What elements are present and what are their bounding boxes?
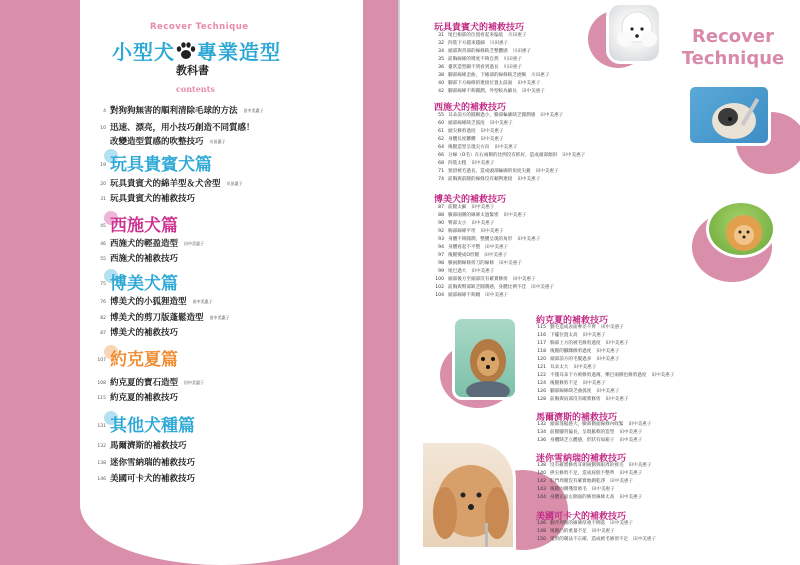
toc-entry-title: 博美犬的剪刀版蓬鬆造型: [110, 313, 204, 323]
group-heading-toy-poodle[interactable]: 玩具貴賓犬的補救技巧: [434, 23, 525, 33]
toc-author: 田中美惠子: [192, 299, 213, 304]
toc-author: 川田惠子: [226, 181, 243, 186]
list-item[interactable]: [532, 388, 619, 395]
item-text: 耳朵太大: [550, 365, 569, 370]
item-author: 田中美惠子: [562, 153, 586, 158]
pomeranian-photo: [706, 200, 776, 258]
item-text: 前腿太細: [448, 205, 467, 210]
toc-page-number: 115: [97, 396, 106, 401]
item-author: 田中美惠子: [517, 237, 541, 242]
item-author: 田中美惠子: [485, 245, 509, 250]
item-page: 94: [438, 245, 444, 250]
item-page: 122: [537, 373, 546, 378]
item-author: 田中美惠子: [591, 529, 615, 534]
toc-page-number: 4: [103, 109, 106, 114]
toc-entry-title: 美國可卡犬的補救技巧: [110, 474, 196, 484]
toc-entry[interactable]: [82, 456, 195, 468]
toc-section-title: 其他犬種篇: [110, 416, 195, 436]
item-page: 74: [438, 177, 444, 182]
item-page: 68: [438, 161, 444, 166]
toc-page-number: 131: [97, 424, 106, 429]
item-text: 拱尖修剪不足，造成屁股不整齊: [550, 471, 615, 476]
item-text: 頭尖修剪過度: [448, 129, 476, 134]
toc-entry-title: 改變造型質感的吹整技巧: [110, 137, 204, 147]
item-author: 田中美惠子: [535, 169, 559, 174]
list-item[interactable]: [532, 364, 596, 371]
item-text: 身體看起不平整: [448, 245, 481, 250]
item-author: 田中美惠子: [471, 269, 495, 274]
item-page: 88: [438, 213, 444, 218]
toc-entry[interactable]: [82, 121, 255, 133]
item-author: 田中美惠子: [512, 277, 536, 282]
item-text: 頭部線條不夠順: [448, 293, 481, 298]
item-page: 66: [438, 153, 444, 158]
list-item[interactable]: [430, 48, 531, 55]
list-item[interactable]: [430, 88, 545, 95]
item-author: 田中美惠子: [582, 333, 606, 338]
item-text: 前胸線條的彎度不夠自然: [448, 57, 499, 62]
toc-entry-title: 博美犬的補救技巧: [110, 328, 179, 338]
item-author: 田中美惠子: [619, 438, 643, 443]
item-text: 後腿修剪不足: [550, 381, 578, 386]
item-author: 田中美惠子: [498, 261, 522, 266]
item-text: 前胸與前腿的線條沒有順利連接: [448, 177, 513, 182]
item-author: 田中美惠子: [573, 365, 597, 370]
item-author: 田中美惠子: [651, 373, 675, 378]
item-author: 田中美惠子: [605, 341, 629, 346]
group-heading-cocker-spaniel[interactable]: 美國可卡犬的補救技巧: [536, 512, 627, 522]
toy-poodle-photo: [606, 2, 662, 64]
item-page: 90: [438, 221, 444, 226]
toc-page-number: 75: [100, 282, 106, 287]
item-text: 四肢太粗: [448, 161, 467, 166]
item-text: 尾巴過大: [448, 269, 467, 274]
toc-section-title: 西施犬篇: [110, 216, 178, 236]
item-text: 臉兩側線條剪刀的線條: [448, 261, 494, 266]
toc-page-number: 46: [100, 242, 106, 247]
recover-line2: Technique: [681, 48, 785, 69]
item-page: 55: [438, 113, 444, 118]
item-page: 128: [537, 397, 546, 402]
list-item[interactable]: [532, 478, 633, 485]
item-author: 田中美惠子: [521, 89, 545, 94]
list-item[interactable]: [430, 72, 550, 79]
list-item[interactable]: [430, 80, 540, 87]
list-item[interactable]: [532, 528, 615, 535]
toc-author: 田中美惠子: [184, 241, 205, 246]
toc-page-number: 20: [100, 182, 106, 187]
list-item[interactable]: [430, 268, 494, 275]
list-item[interactable]: [430, 40, 508, 47]
item-text: 腳部下方線條的連接位置太前面: [448, 81, 513, 86]
item-author: 田中美惠子: [480, 229, 504, 234]
list-item[interactable]: [532, 380, 606, 387]
list-item[interactable]: [532, 486, 615, 493]
toc-entry-title: 博美犬的小狐狸造型: [110, 297, 187, 307]
item-text: 電剪的剃法不正確，造成被毛修剪不足: [550, 537, 629, 542]
toc-section-pomeranian[interactable]: [82, 269, 178, 294]
toc-entry[interactable]: [82, 439, 187, 451]
item-author: 田中美惠子: [480, 137, 504, 142]
item-text: 腳背周圍的線條厚重不俐落: [550, 521, 606, 526]
list-item[interactable]: [430, 144, 517, 151]
item-page: 31: [438, 33, 444, 38]
list-item[interactable]: [430, 276, 536, 283]
item-author: 川田惠子: [512, 49, 532, 54]
item-page: 115: [537, 325, 546, 330]
item-author: 田中美惠子: [619, 430, 643, 435]
item-page: 97: [438, 253, 444, 258]
item-page: 92: [438, 229, 444, 234]
toc-entry-title: 約克夏的寶石造型: [110, 378, 179, 388]
item-author: 田中美惠子: [480, 129, 504, 134]
item-author: 田中美惠子: [605, 397, 629, 402]
item-text: 臉部兩側的線條太過緊密: [448, 213, 499, 218]
item-page: 34: [438, 49, 444, 54]
item-author: 田中美惠子: [517, 81, 541, 86]
list-item[interactable]: [430, 168, 559, 175]
item-page: 62: [438, 137, 444, 142]
recover-technique-label: Recover Technique: [150, 22, 249, 32]
item-author: 田中美惠子: [610, 479, 634, 484]
right-page: [400, 0, 800, 565]
list-item[interactable]: [430, 152, 585, 159]
item-page: 102: [435, 285, 444, 290]
item-author: 田中美惠子: [600, 325, 624, 330]
toc-author: 川田惠子: [209, 139, 226, 144]
item-page: 60: [438, 121, 444, 126]
toc-section-shih-tzu[interactable]: [82, 211, 178, 236]
list-item[interactable]: [532, 340, 629, 347]
toc-page-number: 132: [97, 444, 106, 449]
item-text: 後腿內側殘留被毛: [550, 487, 587, 492]
toc-entry[interactable]: [82, 472, 195, 484]
item-text: 下擺位置太高: [550, 333, 578, 338]
item-page: 126: [537, 389, 546, 394]
item-page: 98: [438, 261, 444, 266]
toc-page-number: 10: [100, 126, 106, 131]
list-item[interactable]: [532, 372, 674, 379]
item-page: 134: [537, 430, 546, 435]
item-page: 71: [438, 169, 444, 174]
paw-icon: [175, 41, 197, 61]
toc-entry-title: 馬爾濟斯的補救技巧: [110, 441, 187, 451]
toc-section-yorkshire[interactable]: [82, 345, 178, 370]
item-author: 田中美惠子: [596, 357, 620, 362]
toc-page-number: 82: [100, 316, 106, 321]
item-author: 田中美惠子: [471, 205, 495, 210]
toc-page-number: 87: [100, 331, 106, 336]
item-author: 田中美惠子: [596, 349, 620, 354]
group-heading-pomeranian[interactable]: 博美犬的補救技巧: [434, 195, 507, 205]
toc-page-number: 76: [100, 300, 106, 305]
toc-page-number: 31: [100, 197, 106, 202]
item-text: 身體長度髒髒: [448, 137, 476, 142]
list-item[interactable]: [430, 220, 494, 227]
list-item[interactable]: [430, 56, 522, 63]
list-item[interactable]: [532, 429, 642, 436]
item-text: 腳部線條缺乏曲弧度: [550, 389, 592, 394]
item-text: 前胸與肩部沒有確實修剪: [550, 397, 601, 402]
item-text: 劉毛造成表面參差不齊: [550, 325, 596, 330]
item-author: 田中美惠子: [596, 389, 620, 394]
item-text: 前腿腳背偏長，呈現鬆軟的造型: [550, 430, 615, 435]
item-author: 田中美惠子: [471, 161, 495, 166]
title-part-b: 專業造型: [197, 40, 281, 64]
item-author: 田中美惠子: [540, 113, 564, 118]
book-subtitle: 教科書: [176, 64, 209, 77]
list-item[interactable]: [430, 228, 504, 235]
toc-entry-title: 西施犬的補救技巧: [110, 254, 179, 264]
list-item[interactable]: [430, 128, 504, 135]
toc-entry[interactable]: [82, 177, 243, 189]
toc-author: 田中美惠子: [184, 380, 205, 385]
item-author: 田中美惠子: [517, 177, 541, 182]
list-item[interactable]: [430, 32, 527, 39]
list-item[interactable]: [532, 520, 633, 527]
toc-page-number: 108: [97, 381, 106, 386]
toc-page-number: 146: [97, 477, 106, 482]
toc-entry-title: 迅速、漂亮，用小技巧創造不同質感！: [110, 123, 255, 133]
list-item[interactable]: [430, 136, 504, 143]
item-page: 38: [438, 73, 444, 78]
item-text: 後腿造型呈現尖方向: [448, 145, 490, 150]
item-page: 140: [537, 471, 546, 476]
list-item[interactable]: [430, 112, 563, 119]
item-author: 川田惠子: [503, 57, 522, 62]
group-heading-shih-tzu[interactable]: 西施犬的補救技巧: [434, 103, 507, 113]
item-page: 104: [435, 293, 444, 298]
recover-line1: Recover: [692, 26, 774, 47]
group-heading-yorkshire[interactable]: 約克夏的補救技巧: [536, 316, 609, 326]
list-item[interactable]: [532, 421, 652, 428]
item-page: 61: [438, 129, 444, 134]
item-text: 臀部太小: [448, 221, 467, 226]
list-item[interactable]: [430, 260, 522, 267]
list-item[interactable]: [532, 462, 652, 469]
item-text: 腳部線條歪曲，下緣部的線條缺乏流暢: [448, 73, 527, 78]
item-author: 田中美惠子: [582, 381, 606, 386]
toc-entry-title: 迷你雪納瑞的補救技巧: [110, 458, 196, 468]
item-page: 87: [438, 205, 444, 210]
item-author: 田中美惠子: [628, 463, 652, 468]
item-text: 身體不夠圓潤，整體呈現的角形: [448, 237, 513, 242]
list-item[interactable]: [430, 284, 554, 291]
item-author: 田中美惠子: [489, 121, 513, 126]
item-text: 肛門周圍沒有確實地剃乾淨: [550, 479, 606, 484]
toc-entry[interactable]: [82, 391, 178, 403]
title-part-a: 小型犬: [112, 40, 175, 64]
item-author: 田中美惠子: [591, 487, 615, 492]
item-page: 142: [537, 479, 546, 484]
item-page: 143: [537, 487, 546, 492]
list-item[interactable]: [532, 437, 642, 444]
list-item[interactable]: [430, 120, 513, 127]
item-page: 146: [537, 521, 546, 526]
list-item[interactable]: [430, 236, 540, 243]
list-item[interactable]: [430, 64, 522, 71]
item-author: 川田惠子: [503, 65, 522, 70]
item-text: 頭部與背部的線條缺乏整體感: [448, 49, 508, 54]
toc-page-number: 107: [97, 358, 106, 363]
toc-entry[interactable]: [82, 326, 178, 338]
item-page: 144: [537, 495, 546, 500]
toc-entry[interactable]: [82, 192, 195, 204]
toc-section-title: 博美犬篇: [110, 274, 178, 294]
item-author: 田中美惠子: [619, 495, 643, 500]
item-author: 田中美惠子: [494, 145, 518, 150]
item-page: 35: [438, 57, 444, 62]
item-text: 分線（O毛）在右兩側的比例沒有抓好，造成頭部傾斜: [448, 153, 558, 158]
toc-page-number: 45: [100, 224, 106, 229]
item-author: 田中美惠子: [531, 285, 555, 290]
item-page: 124: [537, 381, 546, 386]
item-author: 田中美惠子: [633, 537, 657, 542]
list-item[interactable]: [532, 536, 656, 543]
recover-technique-heading: [672, 26, 794, 70]
item-author: 田中美惠子: [503, 213, 527, 218]
item-page: 148: [537, 529, 546, 534]
cocker-spaniel-photo: [420, 440, 516, 550]
toc-section-title: 約克夏篇: [110, 350, 178, 370]
item-text: 頭部線條缺乏弧度: [448, 121, 485, 126]
item-text: 身體正面左側面的修剪線條太高: [550, 495, 615, 500]
item-page: 120: [537, 357, 546, 362]
item-text: 頸頂被毛過長，造成頭部輪廓的角度尖銳: [448, 169, 531, 174]
item-author: 田中美惠子: [471, 221, 495, 226]
list-item[interactable]: [532, 348, 619, 355]
item-text: 腳部線條不夠圓潤，外型較為細長: [448, 89, 517, 94]
list-item[interactable]: [532, 332, 606, 339]
item-text: 頭部後方至頭部沒有確實修剪: [448, 277, 508, 282]
item-author: 田中美惠子: [485, 293, 509, 298]
item-page: 132: [537, 422, 546, 427]
toc-section-toy-poodle[interactable]: [82, 150, 212, 175]
item-text: 耳朵前方的圓稱過小，臉部輪廓缺乏圓潤感: [448, 113, 536, 118]
item-text: 前胸與臀部缺乏圓潤感，身體比例不佳: [448, 285, 527, 290]
item-text: 臺狀造型顯不到看到過長: [448, 65, 499, 70]
item-text: 胸部上方的被毛修剪過度: [550, 341, 601, 346]
item-text: 身體缺乏立體感，形狀有如箱子: [550, 438, 615, 443]
toc-entry-title: 西施犬的輕盈造型: [110, 239, 179, 249]
shih-tzu-grooming-photo: [687, 84, 771, 146]
item-author: 川田惠子: [508, 33, 527, 38]
yorkshire-photo: [452, 316, 518, 400]
list-item[interactable]: [532, 470, 642, 477]
item-page: 117: [537, 341, 546, 346]
item-page: 100: [435, 277, 444, 282]
item-page: 93: [438, 237, 444, 242]
list-item[interactable]: [430, 244, 508, 251]
item-author: 田中美惠子: [610, 521, 634, 526]
list-item[interactable]: [532, 494, 642, 501]
item-text: 尾巴根部的位置看起來偏低: [448, 33, 504, 38]
list-item[interactable]: [532, 356, 619, 363]
item-text: 頭部蓬鬆感大，臉部側面線條內收緊: [550, 422, 624, 427]
item-text: 胸部線條平坦: [448, 229, 476, 234]
list-item[interactable]: [430, 252, 507, 259]
item-page: 99: [438, 269, 444, 274]
item-page: 42: [438, 89, 444, 94]
item-text: 不僅耳朵下方被修剪過薄，樂巴兩側也修剪過度: [550, 373, 647, 378]
contents-label: contents: [176, 84, 215, 94]
item-author: 川田惠子: [531, 73, 550, 78]
item-page: 64: [438, 145, 444, 150]
toc-entry-title: 玩具貴賓犬的補救技巧: [110, 194, 196, 204]
book-title: [112, 36, 281, 65]
list-item[interactable]: [430, 292, 508, 299]
list-item[interactable]: [430, 212, 527, 219]
toc-entry[interactable]: [82, 104, 264, 116]
item-text: 頭部前方的毛髮過多: [550, 357, 592, 362]
item-page: 40: [438, 81, 444, 86]
item-text: 沒有確實修剪耳朝兩側與眼周的被毛: [550, 463, 624, 468]
list-item[interactable]: [532, 396, 629, 403]
toc-page-number: 19: [100, 163, 106, 168]
item-page: 150: [537, 537, 546, 542]
toc-entry[interactable]: [82, 135, 226, 147]
item-author: 川田惠子: [489, 41, 509, 46]
list-item[interactable]: [532, 324, 624, 331]
item-page: 36: [438, 65, 444, 70]
toc-entry[interactable]: [82, 311, 230, 323]
item-page: 118: [537, 349, 546, 354]
toc-entry[interactable]: [82, 295, 213, 307]
item-page: 121: [537, 365, 546, 370]
toc-page-number: 55: [100, 257, 106, 262]
item-text: 後腿變成O形腿: [448, 253, 480, 258]
toc-page-number: 138: [97, 461, 106, 466]
list-item[interactable]: [430, 176, 540, 183]
toc-author: 田中美惠子: [243, 108, 264, 113]
toc-entry-title: 玩具貴賓犬的綿羊型＆犬舍型: [110, 179, 221, 189]
toc-author: 田中美惠子: [209, 315, 230, 320]
item-page: 136: [537, 438, 546, 443]
item-text: 後腿的腳踝修剪過度: [550, 349, 592, 354]
list-item[interactable]: [430, 160, 494, 167]
toc-section-other-breeds[interactable]: [82, 411, 195, 436]
toc-section-title: 玩具貴賓犬篇: [110, 155, 212, 175]
item-author: 田中美惠子: [484, 253, 508, 258]
item-page: 32: [438, 41, 444, 46]
toc-entry[interactable]: [82, 237, 204, 249]
toc-entry-title: 對狗狗無害的順利清除毛球的方法: [110, 106, 238, 116]
item-text: 四肢下方越來越細: [448, 41, 485, 46]
toc-entry[interactable]: [82, 252, 178, 264]
item-author: 田中美惠子: [628, 422, 652, 427]
list-item[interactable]: [430, 204, 494, 211]
item-page: 138: [537, 463, 546, 468]
item-page: 116: [537, 333, 546, 338]
group-heading-maltese[interactable]: 馬爾濟斯的補救技巧: [536, 413, 618, 423]
toc-entry-title: 約克夏的補救技巧: [110, 393, 179, 403]
item-author: 田中美惠子: [619, 471, 643, 476]
group-heading-schnauzer[interactable]: 迷你雪納瑞的補救技巧: [536, 454, 627, 464]
item-text: 後腿凸的重量不足: [550, 529, 587, 534]
toc-entry[interactable]: [82, 376, 204, 388]
